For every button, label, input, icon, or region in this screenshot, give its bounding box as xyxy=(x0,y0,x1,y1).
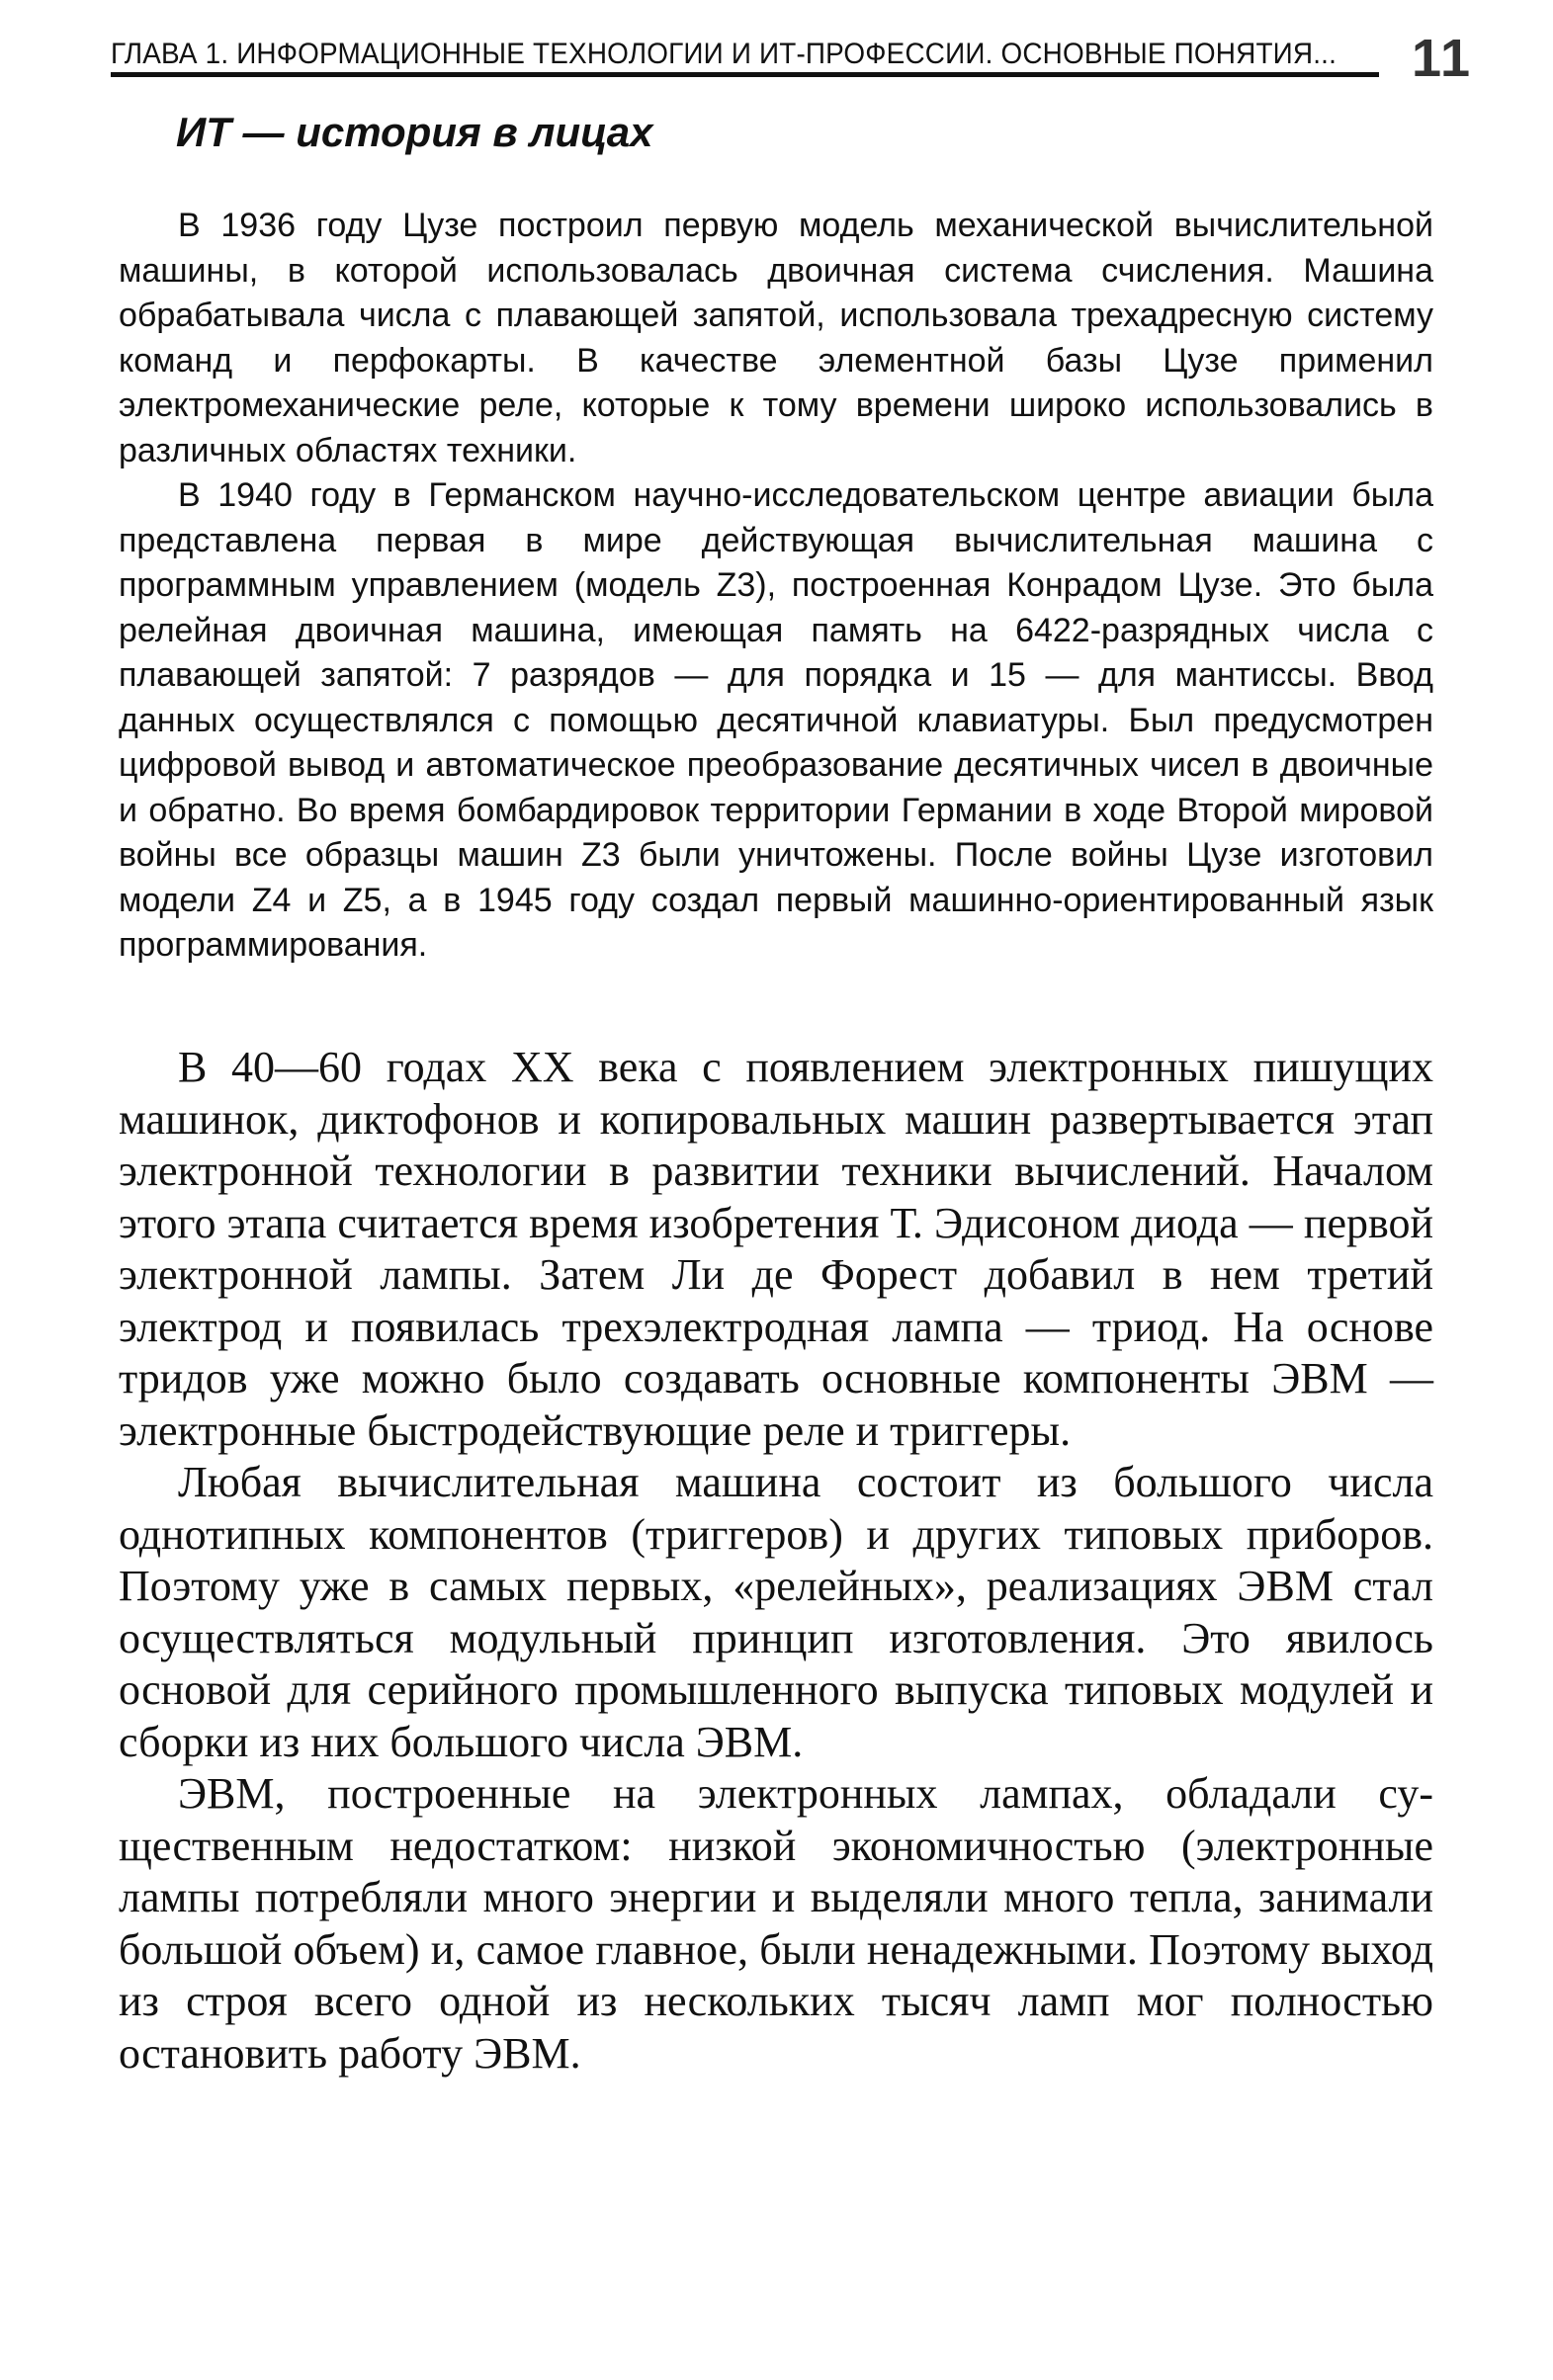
running-header: ГЛАВА 1. ИНФОРМАЦИОННЫЕ ТЕХНОЛОГИИ И ИТ-ПРОФЕССИИ. ОСНОВНЫЕ ПОНЯТИЯ... xyxy=(111,38,1337,70)
sidebar-paragraph: В 1940 году в Германском научно-исследовательском центре авиации была представлена первая в мире действующая вычислительная машина с программным управлением (модель Z3), построенная Конрадом Цузе. Это была релейная двоичная машина, имеющая память на 6422-разрядных числа с плавающей запятой: 7 разрядов — для порядка и 15 — для мантиссы. Ввод данных осуществлялся с помощью десятичной клавиатуры. Был предусмотрен цифровой вывод и автоматическое преобразование десятичных чисел в двоичные и обратно. Во время бомбардировок территории Германии в ходе Второй мировой войны все образцы машин Z3 были уничтожены. После войны Цузе изготовил модели Z4 и Z5, а в 1945 году создал первый машинно-ориентированный язык программирования. xyxy=(119,476,1433,964)
sidebar-box xyxy=(119,204,1433,969)
body-paragraph: В 40—60 годах XX века с появлением электронных пишущих машинок, диктофонов и копировальных машин развертывается этап электронной технологии в развитии техники вычислений. Началом этого этапа считается время изобретения Т. Эдисоном диода — первой электронной лампы. Затем Ли де Форест добавил в нем третий электрод и появилась трехэлектродная лампа — триод. На основе тридов уже можно было создавать основные компоненты ЭВМ — электронные быстродействующие реле и триггеры. xyxy=(119,1043,1433,1455)
sidebar-title: ИТ — история в лицах xyxy=(176,109,653,155)
body-paragraph: ЭВМ, построенные на электронных лампах, обладали существенным недостатком: низкой экономичностью (электронные лампы потребляли много энергии и выделяли много тепла, занимали большой объем) и, самое главное, были ненадежными. Поэтому выход из строя всего одной из нескольких тысяч ламп мог полностью остановить работу ЭВМ. xyxy=(119,1769,1433,2078)
body-paragraph: Любая вычислительная машина состоит из большого числа однотипных компонентов (триггеров) и других типовых приборов. Поэтому уже в самых первых, «релейных», реализациях ЭВМ стал осуществляться модульный принцип изготовления. Это явилось основой для серийного промышленного выпуска типовых модулей и сборки из них большого числа ЭВМ. xyxy=(119,1458,1433,1766)
sidebar-paragraph: В 1936 году Цузе построил первую модель механической вычислительной машины, в которой использовалась двоичная система счисления. Машина обрабатывала числа с плавающей запятой, использовала трехадресную систему команд и перфокарты. В качестве элементной базы Цузе применил электромеханические реле, которые к тому времени широко использовались в различных областях техники. xyxy=(119,207,1433,469)
main-text xyxy=(119,1042,1433,2080)
page-number: 11 xyxy=(1412,29,1473,88)
header-rule xyxy=(111,72,1379,77)
